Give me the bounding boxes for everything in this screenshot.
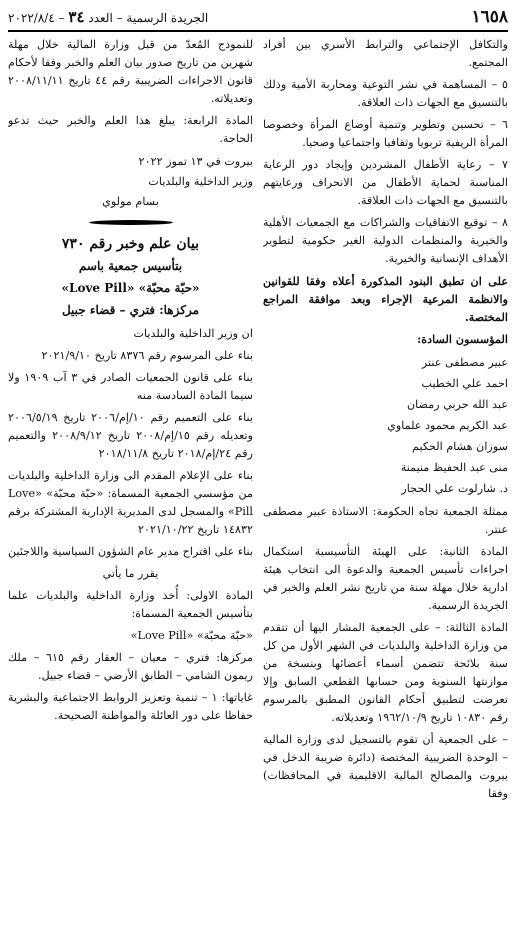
preamble-line: بناء على قانون الجمعيات الصادر في ٣ آب ١٩٠٩ ولا سيما المادة السادسة منه [8,371,253,402]
gazette-title-prefix: الجريدة الرسمية – العدد [88,11,209,25]
left-column [8,36,253,928]
preamble-line: بناء على الإعلام المقدم الى وزارة الداخلية والبلديات من مؤسسي الجمعية المسماة: «حبّة محبّة» «Love Pill» والمسجل لدى المديرية الإدارية المشتركة برقم ١٤٨٣٢ تاريخ ٢٠٢١/١٠/٢٢ [8,469,253,536]
preamble-line: بناء على التعميم رقم ١٠/إم/٢٠٠٦ تاريخ ٢٠٠٦/٥/١٩ وتعديله رقم ١٥/إم/٢٠٠٨ تاريخ ٢٠٠٨/٩/١٢ والتعميم رقم ٢٤/إم/٢٠١٨ تاريخ ٢٠١٨/١١/٨ [8,411,253,460]
founder-name: عبير مصطفى عنتر [421,356,508,369]
preamble-line: بناء على المرسوم رقم ٨٣٧٦ تاريخ ٢٠٢١/٩/١٠ [41,349,253,362]
founder-name: احمد علي الخطيب [421,377,508,390]
article-one: المادة الاولى: أُخذ وزارة الداخلية والبلديات علما بتأسيس الجمعية المسماة: [8,589,253,620]
issue-date: – ٢٠٢٢/٨/٤ [8,11,65,25]
section-separator [89,220,173,225]
goal-item: والتكافل الإجتماعي والترابط الأسري بين أفراد المجتمع. [263,38,508,69]
government-representative: ممثلة الجمعية تجاه الحكومة: الاستاذة عبير مصطفى عنتر. [263,505,508,536]
goal-item: ٧ – رعاية الأطفال المشردين وإيجاد دور الرعاية المناسبة لحماية الأطفال من الانحراف ورعايتهم بالتنسيق مع الجهات ذات العلاقة. [263,158,508,207]
association-goals: غاياتها: ١ – تنمية وتعزيز الروابط الاجتماعية والبشرية حفاظا على دور العائلة والمواطنة الصحيحة. [8,691,253,722]
association-name: «حبّة محبّة» «Love Pill» [61,281,200,295]
goal-item: ٦ – تحسين وتطوير وتنمية أوضاع المرأة وخصوصا المرأة الريفية تربويا وثقافيا واجتماعيا وصحيا. [263,118,508,149]
founders-heading: المؤسسون السادة: [417,332,508,346]
preamble-line: ان وزير الداخلية والبلديات [133,327,253,340]
signature-block [8,152,253,212]
goal-item: ٥ – المساهمة في نشر التوعية ومحاربة الأمية وذلك بالتنسيق مع الجهات ذات العلاقة. [263,78,508,109]
notice-subtitle: بتأسيس جمعية باسم [78,259,183,273]
decides-heading: يقرر ما يأتي [102,567,159,580]
page-number: ١٦٥٨ [471,7,508,27]
tax-registration-continued: للنموذج المُعدّ من قبل وزارة المالية خلال مهلة شهرين من تاريخ صدور بيان العلم والخبر وفقا لأحكام قانون الاجراءات الضريبية رقم ٤٤ تاريخ ٢٠٠٨/١١/١١ وتعديلاته. [8,38,253,105]
founders-list [263,352,508,499]
association-location: مركزها: فتري – قضاء جبيل [61,303,200,317]
page-header [8,4,508,32]
columns [8,36,508,928]
founder-name: منى عبد الحفيظ منيمنة [400,461,508,474]
notice-title: بيان علم وخبر رقم ٧٣٠ [61,236,200,252]
founder-name: عبد الكريم محمود علماوي [387,419,508,432]
tax-registration: – على الجمعية أن تقوم بالتسجيل لدى وزارة المالية – الوحدة الضريبية المختصة (دائرة ضريبة الدخل في بيروت والمصالح المالية الاقليمية في المحافظات) وفقا [263,733,508,800]
article-four: المادة الرابعة: يبلغ هذا العلم والخبر حيث تدعو الحاجة. [8,114,253,145]
article-one-name: «حبّة محبّة» «Love Pill» [130,629,253,642]
founder-name: د. شارلوت علي الحجار [401,482,508,495]
signature-place-date: بيروت في ١٣ تموز ٢٠٢٢ [138,155,253,168]
right-column [263,36,508,928]
signature-role: وزير الداخلية والبلديات [148,175,253,188]
signature-name: بسام مولوي [102,195,159,208]
founder-name: عبد الله حربي رمضان [406,398,508,411]
goal-item: ٨ – توقيع الاتفاقيات والشراكات مع الجمعيات الأهلية والخيرية والمنظمات الدولية الغير حكومية لتطوير الأهداف الإنسانية والخيرية. [263,216,508,265]
article-two: المادة الثانية: على الهيئة التأسيسية استكمال اجراءات تأسيس الجمعية والدعوة الى انتخاب هيئة ادارية خلال مهلة سنة من تاريخ نشر العلم والخبر في الجريدة الرسمية. [263,545,508,612]
preamble-line: بناء على اقتراح مدير عام الشؤون السياسية واللاجئين [8,545,253,558]
condition-clause: على ان تطبق البنود المذكورة أعلاه وفقا للقوانين والانظمة المرعية الإجراء وبعد موافقة المراجع المختصة. [263,274,508,324]
article-three: المادة الثالثة: – على الجمعية المشار اليها أن تتقدم من وزارة الداخلية والبلديات في الشهر الأول من كل سنة بلائحة تتضمن أسماء أعضائها وبنسخة من موازنتها السنوية ومن حسابها القطعي السابق وإلا تعرضت لتطبيق أحكام القانون المطبق بالمرسوم رقم ١٠٨٣٠ تاريخ ١٩٦٢/١٠/٩ وتعديلاته. [263,621,508,724]
headquarters: مركزها: فتري – معيان – العقار رقم ٦١٥ – ملك ريمون الشامي – الطابق الأرضي – قضاء جبيل. [8,651,253,682]
founder-name: سوزان هشام الحكيم [412,440,508,453]
gazette-title [8,8,208,26]
issue-number: ٣٤ [68,8,85,26]
